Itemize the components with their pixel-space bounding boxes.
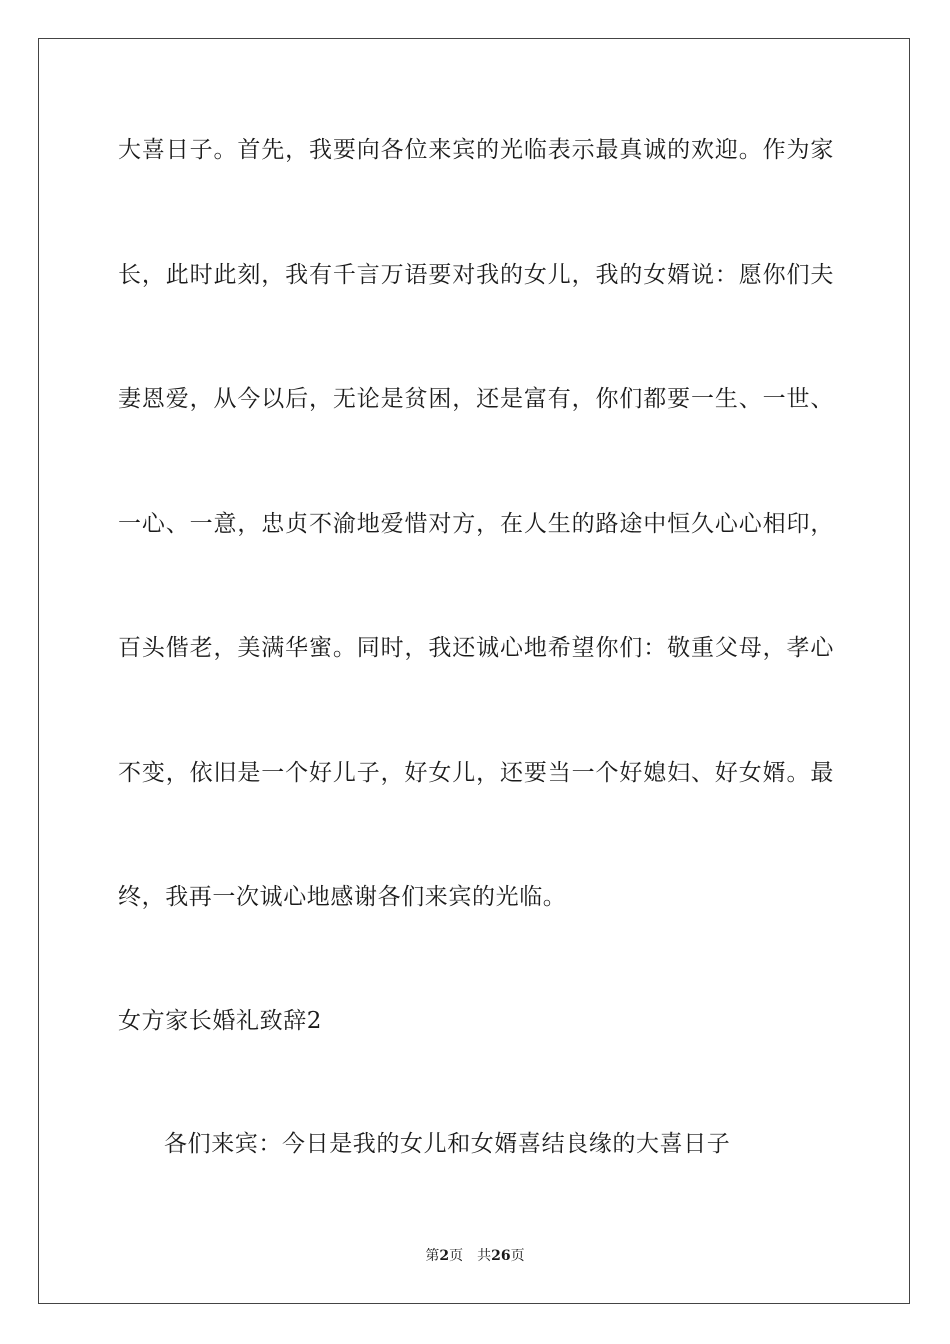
page-prefix: 第: [425, 1248, 440, 1264]
body-line-4: 一心、一意，忠贞不渝地爱惜对方，在人生的路途中恒久心心相印，: [118, 511, 834, 537]
page-border: [38, 38, 910, 1304]
body-line-6: 不变，依旧是一个好儿子，好女儿，还要当一个好媳妇、好女婿。最: [118, 760, 834, 786]
section-heading: 女方家长婚礼致辞2: [118, 1008, 323, 1034]
total-suffix: 页: [510, 1248, 525, 1264]
body-line-3: 妻恩爱，从今以后，无论是贫困，还是富有，你们都要一生、一世、: [118, 386, 834, 412]
total-prefix: 共: [477, 1248, 492, 1264]
page-number: 2: [439, 1248, 450, 1264]
body-line-5: 百头偕老，美满华蜜。同时，我还诚心地希望你们：敬重父母，孝心: [118, 635, 834, 661]
page-footer: [0, 1247, 950, 1265]
page-suffix: 页: [449, 1248, 464, 1264]
total-pages: 26: [491, 1248, 511, 1264]
body-line-1: 大喜日子。首先，我要向各位来宾的光临表示最真诚的欢迎。作为家: [118, 137, 834, 163]
body-line-2: 长，此时此刻，我有千言万语要对我的女儿，我的女婿说：愿你们夫: [118, 262, 834, 288]
opening-line: 各们来宾：今日是我的女儿和女婿喜结良缘的大喜日子: [164, 1131, 731, 1157]
body-line-7: 终，我再一次诚心地感谢各们来宾的光临。: [118, 884, 567, 910]
